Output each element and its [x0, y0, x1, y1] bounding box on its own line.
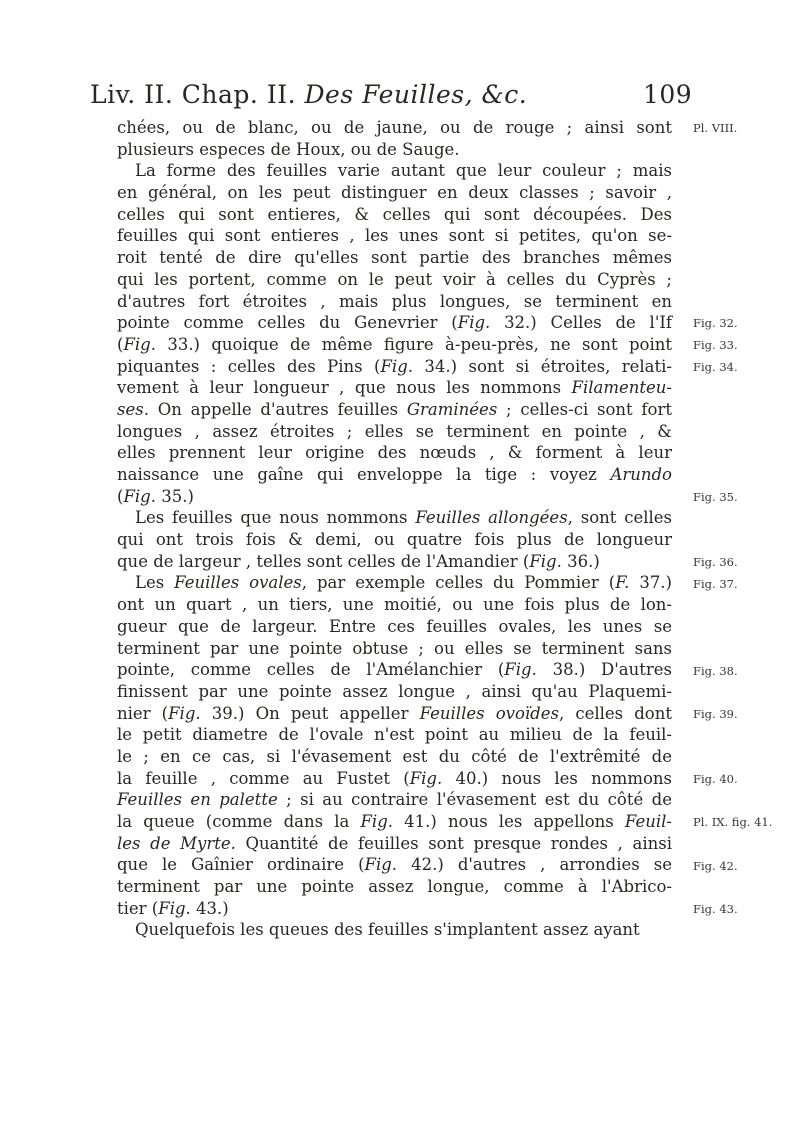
- text-run: (: [117, 486, 124, 506]
- book-chapter-label: Liv. II. Chap. II.: [90, 80, 297, 109]
- text-run: ; celles-ci sont fort: [497, 399, 672, 419]
- text-run: que le Gaînier ordinaire (: [117, 855, 365, 875]
- text-run: longues , assez étroites ; elles se terminent en pointe , &: [117, 421, 672, 441]
- margin-figure-reference: Fig. 34.: [693, 359, 738, 374]
- margin-figure-reference: Fig. 36.: [693, 555, 738, 569]
- italic-text: Graminées: [406, 399, 498, 419]
- text-run: la feuille , comme au Fustet (: [117, 768, 410, 788]
- text-run: 34.) sont si étroites, relati-: [413, 356, 672, 376]
- text-run: naissance une gaîne qui enveloppe la tige : voyez: [117, 465, 611, 484]
- italic-text: Feuilles ovoïdes: [419, 703, 559, 723]
- text-line: [117, 356, 672, 378]
- text-run: 42.) d'autres , arrondies se: [397, 855, 672, 875]
- text-line: [117, 399, 672, 421]
- text-line: [117, 160, 672, 182]
- text-line: [117, 551, 672, 573]
- text-line: [117, 572, 672, 594]
- text-run: que de largeur , telles sont celles de l'Amandier (: [117, 551, 530, 571]
- text-run: qui les portent, comme on le peut voir à celles du Cyprès ;: [117, 269, 672, 289]
- text-run: roit tenté de dire qu'elles sont partie des branches mêmes: [117, 248, 672, 268]
- text-line: [117, 638, 672, 660]
- text-run: 35.): [155, 486, 194, 506]
- text-run: d'autres fort étroites , mais plus longues, se terminent en: [117, 291, 672, 311]
- italic-text: Fig.: [360, 812, 394, 831]
- text-run: chées, ou de blanc, ou de jaune, ou de rouge ; ainsi sont: [117, 118, 672, 137]
- text-line: [117, 377, 672, 399]
- italic-text: F.: [615, 573, 630, 593]
- margin-figure-reference: Fig. 37.: [693, 576, 738, 591]
- text-line: [117, 746, 672, 768]
- text-line: [117, 789, 672, 811]
- text-line: [117, 225, 672, 247]
- text-run: Les: [135, 573, 175, 593]
- page-number: 109: [643, 80, 693, 109]
- italic-text: Fig.: [158, 898, 191, 918]
- text-run: elles prennent leur origine des nœuds , & forment à leur: [117, 443, 672, 463]
- text-run: plusieurs especes de Houx, ou de Sauge.: [117, 139, 460, 159]
- text-run: le ; en ce cas, si l'évasement est du côté de l'extrêmité de: [117, 746, 672, 766]
- text-run: le petit diametre de l'ovale n'est point au milieu de la feuil-: [117, 725, 672, 745]
- text-run: Quantité de feuilles sont presque rondes , ainsi: [235, 833, 672, 853]
- italic-text: Feuilles ovales: [174, 573, 302, 593]
- main-text: [117, 117, 672, 941]
- margin-figure-reference: Pl. IX. fig. 41.: [693, 815, 773, 830]
- text-run: gueur que de largeur. Entre ces feuilles ovales, les unes se: [117, 616, 672, 636]
- text-run: 40.) nous les nommons: [442, 768, 673, 788]
- italic-text: Fig.: [529, 551, 562, 571]
- text-run: feuilles qui sont entieres , les unes sont si petites, qu'on se-: [117, 226, 672, 246]
- text-line: [117, 269, 672, 291]
- text-line: [117, 681, 672, 703]
- text-line: [117, 442, 672, 464]
- text-run: qui ont trois fois & demi, ou quatre fois plus de longueur: [117, 530, 672, 550]
- italic-text: Feuil-: [624, 812, 672, 831]
- text-run: 37.): [629, 573, 672, 593]
- text-run: , par exemple celles du Pommier (: [301, 573, 616, 593]
- margin-figure-reference: Fig. 32.: [693, 316, 738, 331]
- text-run: vement à leur longueur , que nous les nommons: [117, 378, 572, 398]
- text-run: terminent par une pointe obtuse ; ou elles se terminent sans: [117, 638, 672, 658]
- margin-figure-reference: Fig. 38.: [693, 663, 738, 678]
- margin-figure-reference: Fig. 40.: [693, 772, 738, 786]
- text-run: nier (: [117, 703, 169, 723]
- text-run: Quelquefois les queues des feuilles s'implantent assez ayant: [135, 920, 640, 940]
- text-run: 43.): [190, 898, 229, 918]
- text-run: ont un quart , un tiers, une moitié, ou une fois plus de lon-: [117, 595, 672, 615]
- text-run: celles qui sont entieres, & celles qui sont découpées. Des: [117, 204, 672, 224]
- text-line: [117, 204, 672, 226]
- italic-text: Fig.: [123, 486, 156, 506]
- text-line: [117, 529, 672, 551]
- italic-text: Fig.: [504, 660, 537, 680]
- text-line: [117, 659, 672, 681]
- italic-text: les de Myrte.: [117, 833, 236, 853]
- text-line: [117, 334, 672, 356]
- text-run: la queue (comme dans la: [117, 812, 361, 831]
- text-run: ; si au contraire l'évasement est du côté de: [277, 790, 672, 810]
- text-run: tier (: [117, 898, 159, 918]
- text-line: [117, 833, 672, 855]
- text-run: 32.) Celles de l'If: [490, 313, 672, 333]
- text-run: pointe, comme celles de l'Amélanchier (: [117, 660, 505, 680]
- text-line: [117, 464, 672, 486]
- text-run: 36.): [561, 551, 600, 571]
- margin-figure-reference: Fig. 33.: [693, 338, 738, 352]
- text-run: 38.) D'autres: [536, 660, 672, 680]
- text-line: [117, 139, 672, 161]
- text-run: 39.) On peut appeller: [200, 703, 420, 723]
- margin-figure-reference: Fig. 39.: [693, 706, 738, 721]
- italic-text: ses.: [117, 399, 149, 419]
- text-line: [117, 616, 672, 638]
- italic-text: Fig.: [409, 768, 443, 788]
- chapter-heading: [90, 80, 527, 109]
- italic-text: Fig.: [168, 703, 201, 723]
- text-run: piquantes : celles des Pins (: [117, 356, 381, 376]
- text-line: [117, 182, 672, 204]
- margin-figure-reference: Pl. VIII.: [693, 121, 738, 135]
- text-line: [117, 507, 672, 529]
- margin-figure-reference: Fig. 43.: [693, 902, 738, 917]
- text-run: pointe comme celles du Genevrier (: [117, 313, 458, 333]
- text-run: , celles dont: [558, 703, 672, 723]
- text-line: [117, 919, 672, 941]
- margin-figure-reference: Fig. 42.: [693, 858, 738, 873]
- italic-text: Feuilles allongées: [415, 508, 568, 528]
- text-run: 33.) quoique de même figure à-peu-près, ne sont point: [155, 334, 672, 354]
- text-line: [117, 854, 672, 876]
- text-run: , sont celles: [567, 508, 673, 528]
- italic-text: Fig.: [364, 855, 398, 875]
- text-line: [117, 768, 672, 790]
- text-run: Les feuilles que nous nommons: [135, 508, 416, 528]
- text-run: (: [117, 334, 124, 354]
- italic-text: Arundo: [610, 465, 672, 484]
- section-title: Des Feuilles, &c.: [304, 80, 528, 109]
- text-run: terminent par une pointe assez longue, comme à l'Abrico-: [117, 877, 672, 897]
- text-line: [117, 486, 672, 508]
- text-line: [117, 811, 672, 833]
- text-line: [117, 898, 672, 920]
- text-line: [117, 291, 672, 313]
- italic-text: Feuilles en palette: [117, 790, 278, 810]
- text-run: en général, on les peut distinguer en deux classes ; savoir ,: [117, 183, 672, 203]
- text-line: [117, 724, 672, 746]
- text-line: [117, 117, 672, 139]
- text-run: La forme des feuilles varie autant que leur couleur ; mais: [135, 161, 672, 181]
- text-run: On appelle d'autres feuilles: [148, 399, 407, 419]
- italic-text: Filamenteu-: [571, 378, 672, 398]
- text-line: [117, 312, 672, 334]
- text-line: [117, 876, 672, 898]
- text-line: [117, 594, 672, 616]
- margin-figure-reference: Fig. 35.: [693, 489, 738, 504]
- running-header: [90, 80, 730, 120]
- italic-text: Fig.: [123, 334, 156, 354]
- italic-text: Fig.: [457, 313, 491, 333]
- italic-text: Fig.: [380, 356, 414, 376]
- text-line: [117, 247, 672, 269]
- text-run: 41.) nous les appellons: [393, 812, 625, 831]
- text-run: finissent par une pointe assez longue , ainsi qu'au Plaquemi-: [117, 681, 672, 701]
- text-line: [117, 703, 672, 725]
- text-line: [117, 421, 672, 443]
